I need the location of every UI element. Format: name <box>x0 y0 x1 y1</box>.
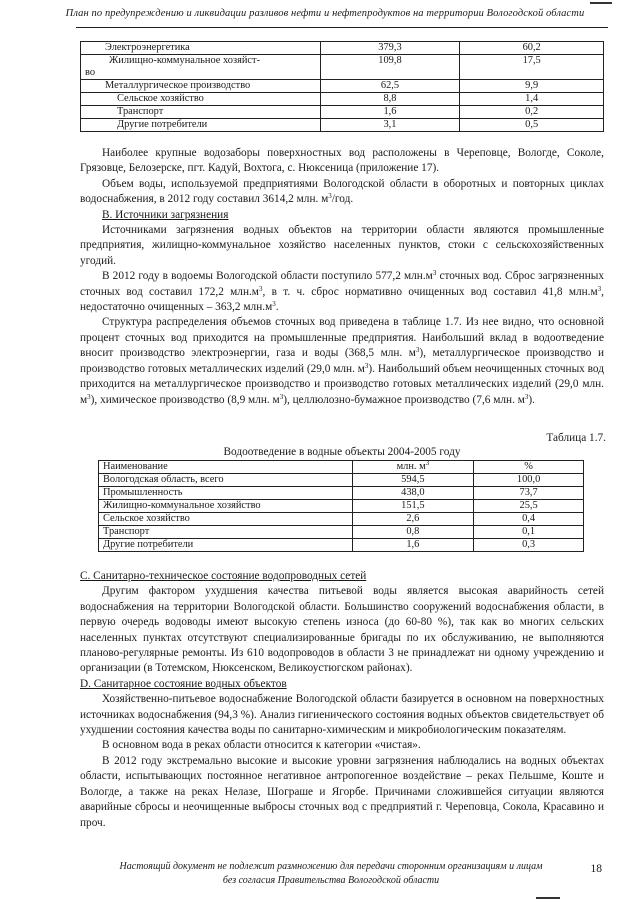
section-heading-c: С. Санитарно-техническое состояние водопроводных сетей <box>80 570 367 582</box>
row-value: 438,0 <box>352 487 474 500</box>
row-value: 151,5 <box>352 500 474 513</box>
row-value: 2,6 <box>352 513 474 526</box>
paragraph: Источниками загрязнения водных объектов на территории области являются промышленные предприятия, жилищно-коммунальное хозяйство населенных пунктов, стоки с сельскохозяйственных угодий. <box>80 224 604 267</box>
col-header-percent: % <box>474 461 584 474</box>
table-header-row <box>99 461 584 474</box>
table-label: Таблица 1.7. <box>546 432 606 444</box>
table-row <box>81 119 604 132</box>
row-percent: 0,4 <box>474 513 584 526</box>
table-row <box>81 55 604 80</box>
consumption-table <box>80 41 604 132</box>
table-row <box>81 42 604 55</box>
row-percent: 25,5 <box>474 500 584 513</box>
row-name: Сельское хозяйство <box>99 513 353 526</box>
footer-line-2: без согласия Правительства Вологодской области <box>222 875 440 886</box>
row-percent: 0,5 <box>460 119 604 132</box>
paragraph: В 2012 году в водоемы Вологодской области поступило 577,2 $млн.м^3$ сточных вод. Сброс загрязненных сточных вод составил 172,2 $млн.м^3$, в т. ч. сброс нормативно очищенных вод составил 41,8 $млн.м^3$, недостаточно очищенных – 363,2 $млн.м^3$. <box>80 269 604 314</box>
row-value: 379,3 <box>320 42 460 55</box>
table-row <box>81 106 604 119</box>
paragraph: Другим фактором ухудшения качества питьевой воды является высокая аварийность сетей водоснабжения на территории Вологодской области. Большинство сооружений водоснабжения области, в первую очередь водоводы имеют высокую степень износа (до 60-80 %), так как во многих сельских населенных пунктах отсутствуют специализированные бригады по их обслуживанию, не выполняются планово-регулярные ремонты. Из 610 водопроводов в области 3 не принадлежат ни одному учреждению и организации (в Тотемском, Нюксенском, Великоустюгском районах). <box>80 585 604 675</box>
wastewater-table <box>98 460 584 552</box>
row-value: 62,5 <box>320 80 460 93</box>
paragraph: В основном вода в реках области относится к категории «чистая». <box>102 739 421 752</box>
row-percent: 60,2 <box>460 42 604 55</box>
row-percent: 100,0 <box>474 474 584 487</box>
row-value: 1,6 <box>320 106 460 119</box>
row-percent: 0,3 <box>474 539 584 552</box>
section-heading-d: D. Санитарное состояние водных объектов <box>80 677 287 690</box>
page-footer <box>96 860 566 888</box>
paragraph: Наиболее крупные водозаборы поверхностных вод расположены в Череповце, Вологде, Соколе, Грязовце, Белозерске, пгт. Кадуй, Вохтога, с. Нюксеница (приложение 17). <box>80 147 604 175</box>
row-value: 109,8 <box>320 55 460 80</box>
header-rule <box>76 27 608 28</box>
row-percent: 1,4 <box>460 93 604 106</box>
row-name-line2: во <box>85 67 96 78</box>
row-name: Сельское хозяйство <box>81 93 321 106</box>
row-name: Жилищно-коммунальное хозяйство <box>99 500 353 513</box>
row-percent: 17,5 <box>460 55 604 80</box>
col-header-name: Наименование <box>99 461 353 474</box>
table-row <box>81 93 604 106</box>
table-row <box>99 474 584 487</box>
row-percent: 73,7 <box>474 487 584 500</box>
footer-line-1: Настоящий документ не подлежит размножению для передачи сторонним организациям и лицам <box>119 861 543 872</box>
table-row <box>99 539 584 552</box>
table-row <box>81 80 604 93</box>
col-header-volume: млн. $м^3$ <box>352 461 474 474</box>
row-name: Другие потребители <box>81 119 321 132</box>
scan-mark <box>590 2 612 4</box>
paragraph: В 2012 году экстремально высокие и высокие уровни загрязнения наблюдались на водных объектах области, испытывающих постоянное негативное антропогенное воздействие – реках Пельшме, Коште и Вологде, а также на реках Нелазе, Шограше и Ягорбе. Причинами сложившейся ситуации являются аварийные сбросы и неочищенные выбросы сточных вод с предприятий г. Череповца, Сокола, Красавино и проч. <box>80 754 604 829</box>
page-number: 18 <box>590 863 602 875</box>
row-name <box>81 55 321 80</box>
section-heading-b: В. Источники загрязнения <box>102 208 229 221</box>
row-percent: 9,9 <box>460 80 604 93</box>
row-percent: 0,1 <box>474 526 584 539</box>
row-name: Транспорт <box>81 106 321 119</box>
text-block-1 <box>80 146 604 408</box>
row-value: 8,8 <box>320 93 460 106</box>
table-row <box>99 500 584 513</box>
row-value: 3,1 <box>320 119 460 132</box>
paragraph: Объем воды, используемой предприятиями Вологодской области в оборотных и повторных циклах водоснабжения, в 2012 году составил 3614,2 млн. $м^3$/год. <box>80 177 604 206</box>
text-block-2 <box>80 569 604 831</box>
row-value: 0,8 <box>352 526 474 539</box>
paragraph: Структура распределения объемов сточных вод приведена в таблице 1.7. Из нее видно, что основной процент сточных вод приходится на промышленные предприятия. Наибольший вклад в водоотведение вносит производство электроэнергии, газа и воды (368,5 млн. $м^3$), металлургическое производство и производство готовых металлических изделий (29,0 млн. $м^3$). Наибольший объем неочищенных сточных вод приходится на металлургическое производство и производство готовых металлических изделий (29,0 млн. $м^3$), химическое производство (8,9 млн. $м^3$), целлюлозно-бумажное производство (7,6 млн. $м^3$). <box>80 316 604 406</box>
row-name: Вологодская область, всего <box>99 474 353 487</box>
page-header: План по предупреждению и ликвидации разливов нефти и нефтепродуктов на территории Вологодской области <box>65 8 585 19</box>
table-title: Водоотведение в водные объекты 2004-2005 году <box>223 446 461 458</box>
row-name: Электроэнергетика <box>81 42 321 55</box>
scan-mark <box>536 897 560 899</box>
row-value: 1,6 <box>352 539 474 552</box>
paragraph: Хозяйственно-питьевое водоснабжение Вологодской области базируется в основном на поверхностных источниках водоснабжения (94,3 %). Анализ гигиенического состояния водных объектов свидетельствует об ухудшении состояния качества воды по санитарно-химическим и микробиологическим показателям. <box>80 693 604 737</box>
row-name: Другие потребители <box>99 539 353 552</box>
table-row <box>99 513 584 526</box>
row-value: 594,5 <box>352 474 474 487</box>
table-row <box>99 487 584 500</box>
row-name-line1: Жилищно-коммунальное хозяйст- <box>109 55 261 66</box>
row-percent: 0,2 <box>460 106 604 119</box>
table-row <box>99 526 584 539</box>
row-name: Промышленность <box>99 487 353 500</box>
row-name: Транспорт <box>99 526 353 539</box>
row-name: Металлургическое производство <box>81 80 321 93</box>
